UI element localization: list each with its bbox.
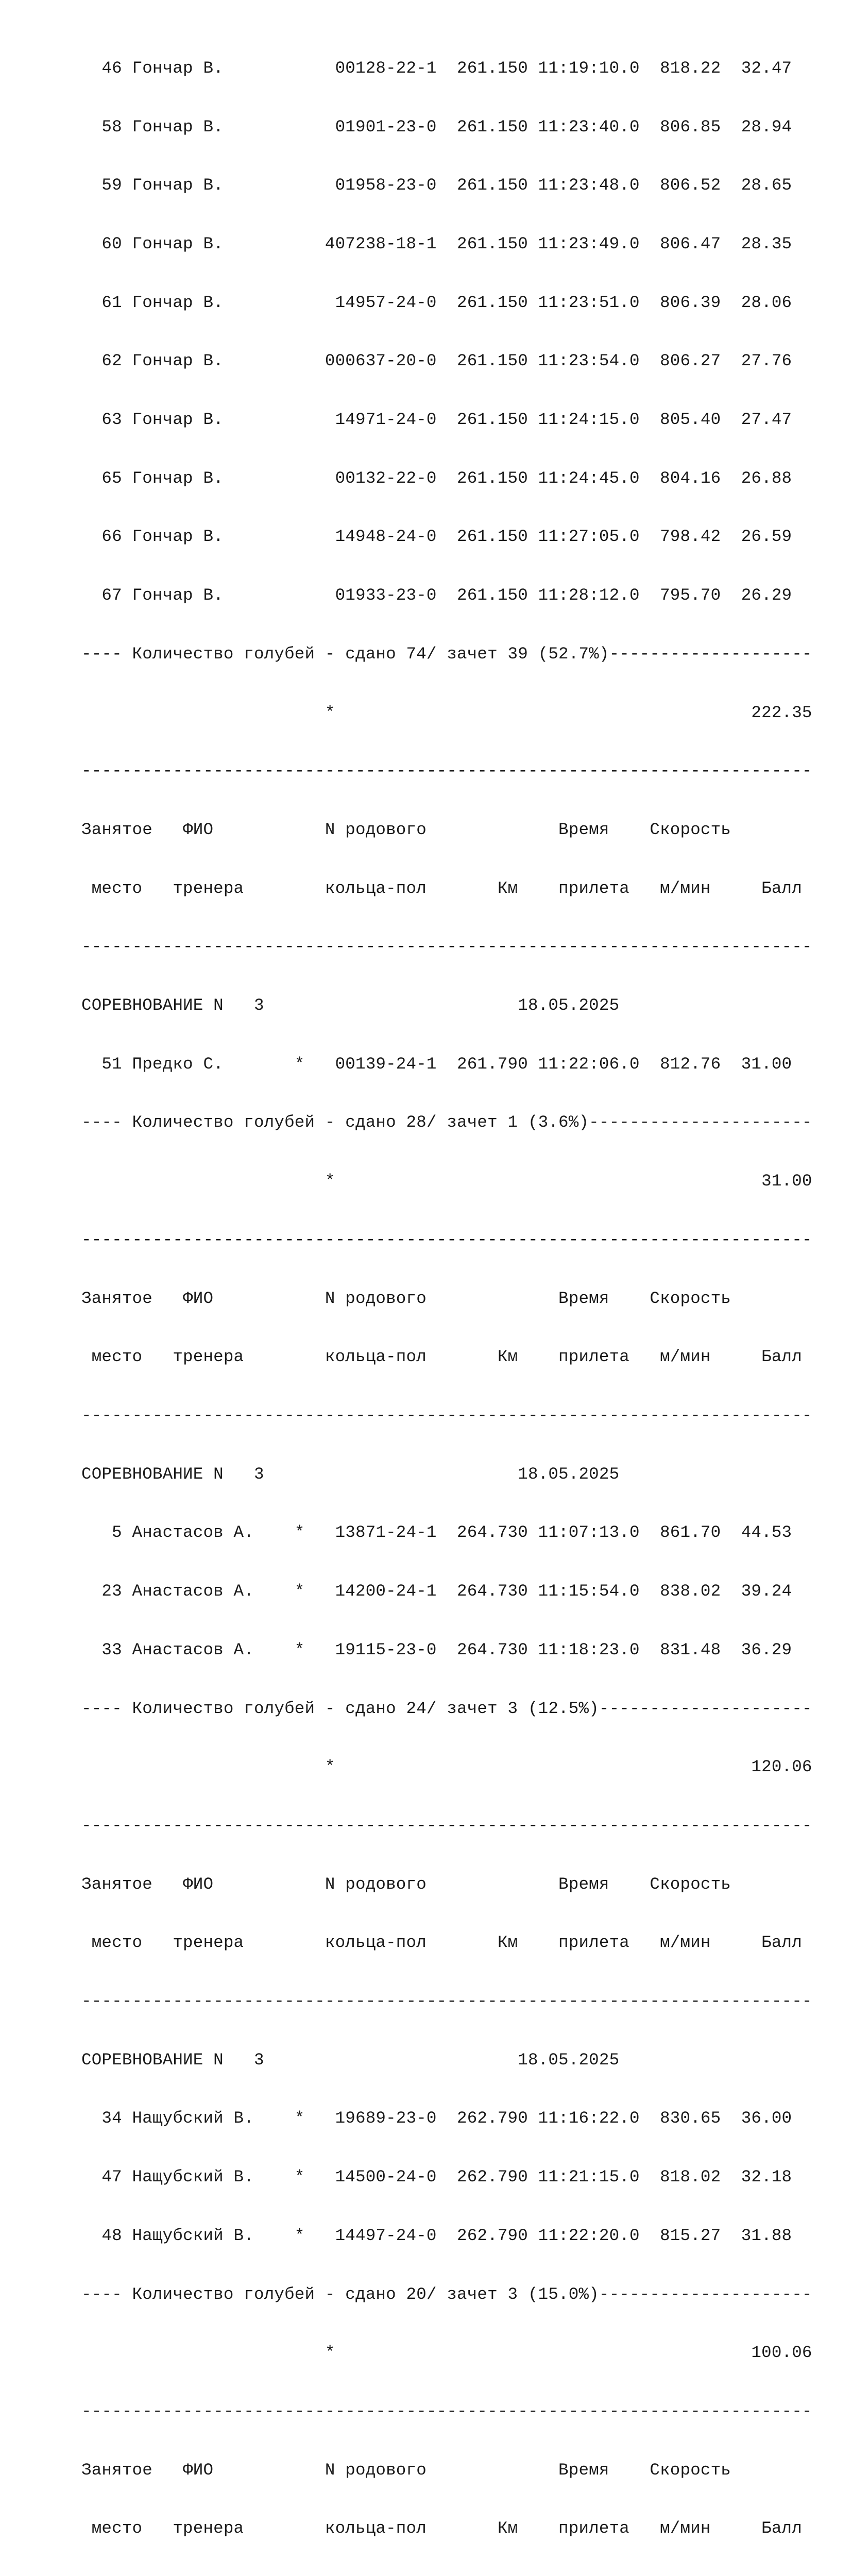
- result-row: 51 Предко С. * 00139-24-1 261.790 11:22:06.0 812.76 31.00: [81, 1054, 792, 1074]
- separator-line: ------------------------------------------------------------------------: [81, 1992, 812, 2011]
- column-header-line-2: место тренера кольца-пол Км прилета м/мин Балл: [81, 878, 802, 898]
- separator-line: ------------------------------------------------------------------------: [81, 1230, 812, 1249]
- result-row: 61 Гончар В. 14957-24-0 261.150 11:23:51.0 806.39 28.06: [81, 293, 792, 312]
- result-row: 34 Нащубский В. * 19689-23-0 262.790 11:16:22.0 830.65 36.00: [81, 2109, 792, 2128]
- result-row: 63 Гончар В. 14971-24-0 261.150 11:24:15.0 805.40 27.47: [81, 410, 792, 430]
- column-header-line-2: место тренера кольца-пол Км прилета м/мин Балл: [81, 1347, 802, 1367]
- competition-header: СОРЕВНОВАНИЕ N 3 18.05.2025: [81, 2050, 620, 2070]
- separator-line: ------------------------------------------------------------------------: [81, 2401, 812, 2421]
- result-row: 46 Гончар В. 00128-22-1 261.150 11:19:10.0 818.22 32.47: [81, 58, 792, 78]
- result-row: 59 Гончар В. 01958-23-0 261.150 11:23:48.0 806.52 28.65: [81, 176, 792, 195]
- separator-line: ------------------------------------------------------------------------: [81, 1405, 812, 1425]
- summary-line: ---- Количество голубей - сдано 24/ зачет 3 (12.5%)---------------------: [81, 1699, 812, 1718]
- result-row: 5 Анастасов А. * 13871-24-1 264.730 11:07:13.0 861.70 44.53: [81, 1523, 792, 1543]
- result-row: 67 Гончар В. 01933-23-0 261.150 11:28:12.0 795.70 26.29: [81, 586, 792, 605]
- summary-line: ---- Количество голубей - сдано 74/ зачет 39 (52.7%)--------------------: [81, 644, 812, 664]
- result-row: 33 Анастасов А. * 19115-23-0 264.730 11:18:23.0 831.48 36.29: [81, 1640, 792, 1659]
- total-line: * 120.06: [81, 1757, 812, 1777]
- column-header-line-1: Занятое ФИО N родового Время Скорость: [81, 1874, 731, 1894]
- result-row: 58 Гончар В. 01901-23-0 261.150 11:23:40.0 806.85 28.94: [81, 117, 792, 137]
- column-header-line-2: место тренера кольца-пол Км прилета м/мин Балл: [81, 1933, 802, 1953]
- result-row: 60 Гончар В. 407238-18-1 261.150 11:23:49.0 806.47 28.35: [81, 234, 792, 253]
- total-line: * 222.35: [81, 703, 812, 722]
- total-line: * 31.00: [81, 1172, 812, 1191]
- result-row: 65 Гончар В. 00132-22-0 261.150 11:24:45.0 804.16 26.88: [81, 468, 792, 488]
- result-row: 48 Нащубский В. * 14497-24-0 262.790 11:22:20.0 815.27 31.88: [81, 2226, 792, 2245]
- competition-header: СОРЕВНОВАНИЕ N 3 18.05.2025: [81, 1464, 620, 1484]
- result-row: 66 Гончар В. 14948-24-0 261.150 11:27:05.0 798.42 26.59: [81, 527, 792, 547]
- total-line: * 100.06: [81, 2343, 812, 2363]
- separator-line: ------------------------------------------------------------------------: [81, 1816, 812, 1835]
- separator-line: ------------------------------------------------------------------------: [81, 937, 812, 957]
- result-row: 62 Гончар В. 000637-20-0 261.150 11:23:54.0 806.27 27.76: [81, 351, 792, 371]
- competition-header: СОРЕВНОВАНИЕ N 3 18.05.2025: [81, 996, 620, 1015]
- summary-line: ---- Количество голубей - сдано 28/ зачет 1 (3.6%)----------------------: [81, 1113, 812, 1132]
- column-header-line-2: место тренера кольца-пол Км прилета м/мин Балл: [81, 2519, 802, 2538]
- column-header-line-1: Занятое ФИО N родового Время Скорость: [81, 820, 731, 839]
- column-header-line-1: Занятое ФИО N родового Время Скорость: [81, 1289, 731, 1308]
- column-header-line-1: Занятое ФИО N родового Время Скорость: [81, 2460, 731, 2480]
- result-row: 47 Нащубский В. * 14500-24-0 262.790 11:21:15.0 818.02 32.18: [81, 2167, 792, 2187]
- summary-line: ---- Количество голубей - сдано 20/ зачет 3 (15.0%)---------------------: [81, 2284, 812, 2304]
- result-row: 23 Анастасов А. * 14200-24-1 264.730 11:15:54.0 838.02 39.24: [81, 1582, 792, 1601]
- results-document: [81, 20, 812, 2576]
- separator-line: ------------------------------------------------------------------------: [81, 761, 812, 781]
